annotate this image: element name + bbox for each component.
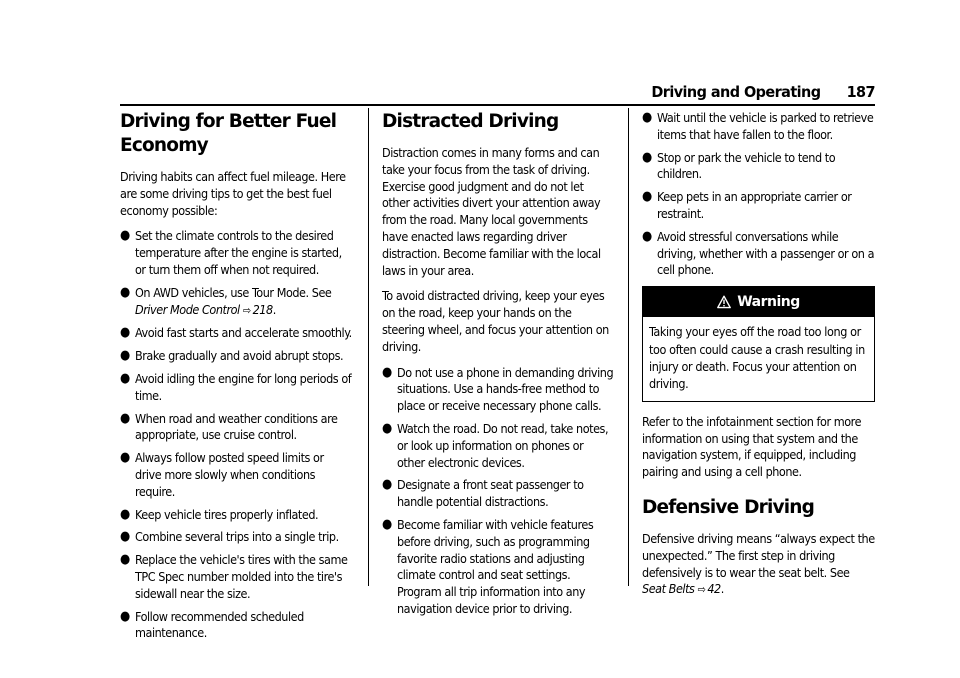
list-item: ● Keep vehicle tires properly inflated. xyxy=(120,506,319,522)
list-item: ● Set the climate controls to the desired temperature after the engine is started, or turn them off when not required. xyxy=(120,228,342,277)
list-item: ● When road and weather conditions are appropriate, use cruise control. xyxy=(120,410,338,443)
list-item: ● Always follow posted speed limits or drive more slowly when conditions require. xyxy=(120,450,324,499)
bullet-icon: ● xyxy=(642,110,652,125)
list-item: ● Avoid idling the engine for long periods of time. xyxy=(120,370,352,403)
list-item: ● Watch the road. Do not read, take notes, or look up information on phones or other electronic devices. xyxy=(382,420,609,470)
list-item: ● Follow recommended scheduled maintenance. xyxy=(120,608,304,641)
bullet-icon: ● xyxy=(120,608,130,624)
list-item: ● Avoid fast starts and accelerate smoothly. xyxy=(120,325,352,341)
list-item: ● Become familiar with vehicle features before driving, such as programming favorite radio stations and adjusting climate control and seat settings. Program all trip information into any navigation device prior to driving. xyxy=(382,516,594,616)
warning-label: Warning xyxy=(737,294,800,311)
list-item: ● Brake gradually and avoid abrupt stops. xyxy=(120,348,344,364)
warning-text: Taking your eyes off the road too long or too often could cause a crash resulting in injury or death. Focus your attention on driving. xyxy=(649,324,865,392)
section-heading-distracted-driving: Distracted Driving xyxy=(382,111,559,132)
column-2 xyxy=(382,110,614,624)
section-title: Driving and Operating xyxy=(651,83,821,101)
bullet-icon: ● xyxy=(120,450,130,466)
bullet-icon: ● xyxy=(382,364,392,380)
bullet-icon: ● xyxy=(120,228,130,244)
bullet-icon: ● xyxy=(642,149,652,165)
list-item: ● Stop or park the vehicle to tend to children. xyxy=(642,149,836,182)
driver-mode-control-link[interactable]: Driver Mode Control ⇨ 218 xyxy=(135,301,273,317)
avoid-distraction-paragraph: To avoid distracted driving, keep your eyes on the road, keep your hands on the steering wheel, and focus your attention on driving. xyxy=(382,288,609,354)
bullet-icon: ● xyxy=(642,189,652,205)
page-reference-icon: ⇨ xyxy=(242,303,251,317)
column-divider xyxy=(628,108,629,586)
list-item: ● Combine several trips into a single trip. xyxy=(120,529,339,545)
warning-header xyxy=(643,287,874,317)
bullet-icon: ● xyxy=(120,552,130,568)
seat-belts-link[interactable]: Seat Belts ⇨ 42 xyxy=(642,581,721,597)
list-item: ● Avoid stressful conversations while driving, whether with a passenger or on a cell phone. xyxy=(642,228,875,278)
list-item: ● Do not use a phone in demanding driving situations. Use a hands-free method to place or receive necessary phone calls. xyxy=(382,364,614,414)
bullet-icon: ● xyxy=(382,420,392,436)
list-item: ● Replace the vehicle's tires with the same TPC Spec number molded into the tire's sidewall near the size. xyxy=(120,552,348,601)
defensive-paragraph: Defensive driving means “always expect the unexpected.” The first step in driving defensively is to wear the seat belt. See Seat Belts ⇨ 42. xyxy=(642,530,875,597)
more-distraction-tips-list xyxy=(642,110,875,279)
column-divider xyxy=(368,108,369,586)
bullet-icon: ● xyxy=(120,410,130,426)
running-head xyxy=(526,83,875,101)
section-heading-fuel-economy: Driving for Better Fuel Economy xyxy=(120,111,337,156)
fuel-tips-list xyxy=(120,228,352,642)
bullet-icon: ● xyxy=(120,529,130,545)
section-heading-defensive-driving: Defensive Driving xyxy=(642,496,815,518)
intro-paragraph: Driving habits can affect fuel mileage. Here are some driving tips to get the best fuel economy possible: xyxy=(120,169,346,218)
warning-triangle-icon xyxy=(717,295,731,309)
list-item: ● Keep pets in an appropriate carrier or restraint. xyxy=(642,189,852,221)
bullet-icon: ● xyxy=(120,370,130,386)
column-3 xyxy=(642,110,875,608)
bullet-icon: ● xyxy=(120,348,130,364)
distraction-tips-list xyxy=(382,365,614,618)
header-rule xyxy=(120,104,875,106)
bullet-icon: ● xyxy=(120,506,130,522)
bullet-icon: ● xyxy=(642,228,652,244)
list-item: ● Designate a front seat passenger to handle potential distractions. xyxy=(382,477,584,510)
infotainment-paragraph: Refer to the infotainment section for more information on using that system and the navigation system, if equipped, including pairing and using a cell phone. xyxy=(642,413,862,480)
list-item: ● On AWD vehicles, use Tour Mode. See Driver Mode Control ⇨ 218. xyxy=(120,284,332,317)
column-1 xyxy=(120,110,352,648)
bullet-icon: ● xyxy=(120,325,130,341)
page-number: 187 xyxy=(846,83,875,101)
bullet-icon: ● xyxy=(120,284,130,300)
distraction-paragraph: Distraction comes in many forms and can take your focus from the task of driving. Exercise good judgment and do not let other activities divert your attention away from the road. Many local governments have enacted laws regarding driver distraction. Become familiar with the local laws in your area. xyxy=(382,145,601,278)
list-item: ● Wait until the vehicle is parked to retrieve items that have fallen to the floor. xyxy=(642,110,874,142)
page-reference-icon: ⇨ xyxy=(697,583,706,597)
warning-box xyxy=(642,286,875,402)
bullet-icon: ● xyxy=(382,477,392,493)
bullet-icon: ● xyxy=(382,516,392,532)
